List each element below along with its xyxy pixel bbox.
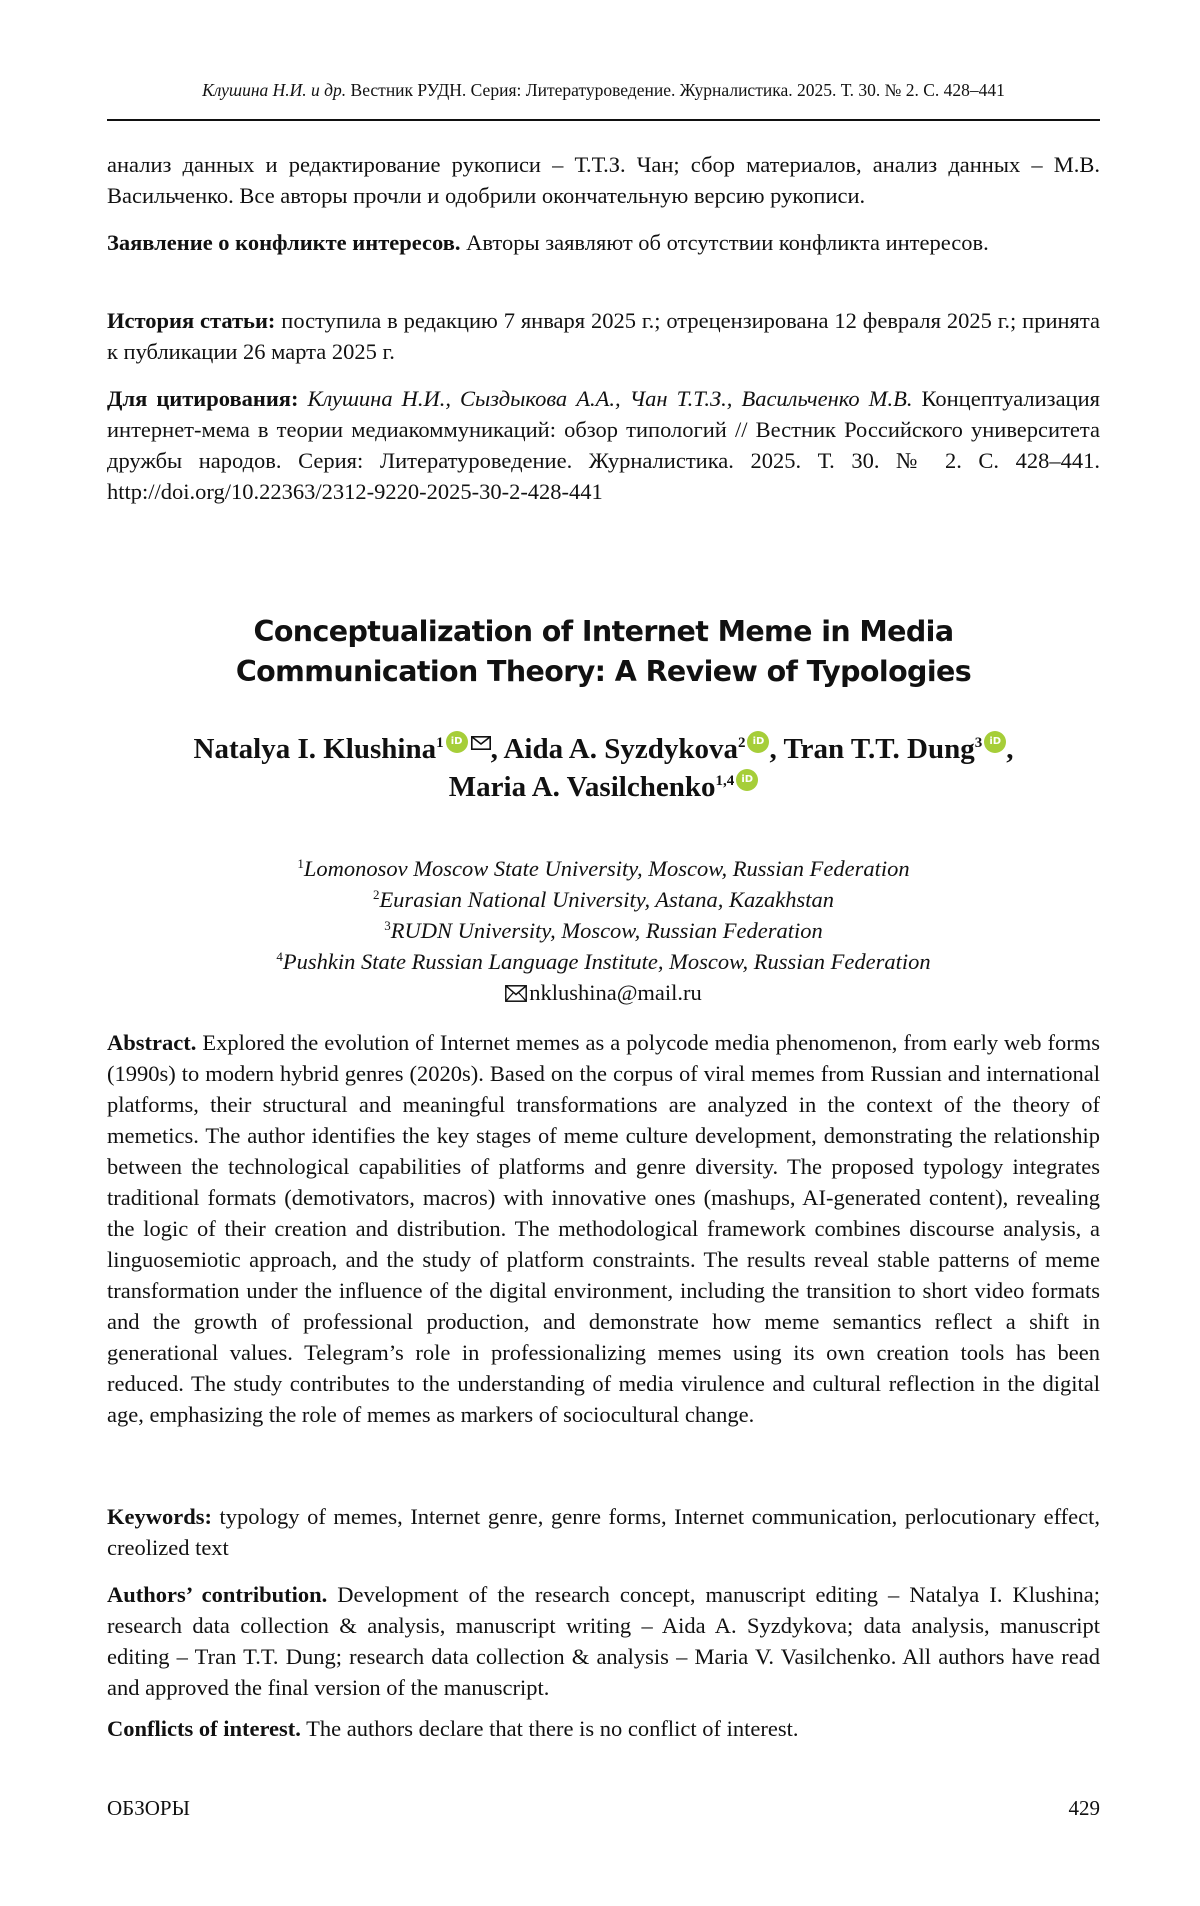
email-line — [107, 977, 1100, 1008]
ru-history-paragraph — [107, 305, 1100, 367]
orcid-icon[interactable] — [736, 769, 758, 791]
envelope-icon — [505, 985, 527, 1002]
authors-contribution-paragraph — [107, 1579, 1100, 1703]
author-affil-sup: 1 — [436, 735, 444, 751]
author-affil-sup: 2 — [737, 735, 746, 751]
affiliation-num: 2 — [372, 887, 380, 902]
conflicts-label: Conflicts of interest. — [107, 1716, 301, 1741]
affiliation-text: Lomonosov Moscow State University, Moscow, Russian Federation — [303, 856, 910, 881]
author-name: Natalya I. Klushina — [193, 733, 437, 765]
envelope-icon[interactable] — [471, 736, 491, 750]
author-affil-sup: 3 — [974, 735, 983, 751]
header-authors: Клушина Н.И. и др. — [202, 80, 347, 100]
title-line-2: Communication Theory: A Review of Typologies — [235, 655, 972, 688]
abstract-text: Explored the evolution of Internet memes as a polycode media phenomenon, from early web forms (1990s) to modern hybrid genres (2020s). Based on the corpus of viral memes from Russian and international platforms, their structural and meaningful transformations are analyzed in the context of the theory of memetics. The author identifies the key stages of meme culture development, demonstrating the relationship between the technological capabilities of platforms and genre diversity. The proposed typology integrates traditional formats (demotivators, macros) with innovative ones (mashups, AI-generated content), revealing the logic of their creation and distribution. The methodological framework combines discourse analysis, a linguosemiotic approach, and the study of platform constraints. The results reveal stable patterns of meme transformation under the influence of the digital environment, including the transition to short video formats and the growth of professional production, and demonstrate how meme semantics reflect a shift in generational values. Telegram’s role in professionalizing memes using its own creation tools has been reduced. The study contributes to the understanding of media virulence and cultural reflection in the digital age, emphasizing the role of memes as markers of sociocultural change. — [107, 1030, 1100, 1427]
author-line-2 — [107, 768, 1100, 806]
author-affil-sup: 1,4 — [715, 773, 735, 789]
affiliation-2 — [107, 884, 1100, 915]
abstract-paragraph — [107, 1027, 1100, 1430]
ru-citation-text: Концептуализация интернет-мема в теории медиакоммуникаций: обзор типологий // Вестник Российского университета дружбы народов. Серия: Литературоведение. Журналистика. 2025. Т. 30. № 2. С. 428–441. http://doi.org/10.22363/2312-9220-2025-30-2-428-441 — [107, 386, 1100, 504]
author-email-link[interactable]: nklushina@mail.ru — [529, 980, 702, 1005]
ru-conflict-label: Заявление о конфликте интересов. — [107, 230, 461, 255]
abstract-label: Abstract. — [107, 1030, 197, 1055]
ru-history-label: История статьи: — [107, 308, 276, 333]
keywords-text: typology of memes, Internet genre, genre forms, Internet communication, perlocutionary effect, creolized text — [107, 1504, 1100, 1560]
header-citation: Вестник РУДН. Серия: Литературоведение. Журналистика. 2025. Т. 30. № 2. С. 428–441 — [346, 80, 1005, 100]
affiliation-3 — [107, 915, 1100, 946]
title-line-1: Conceptualization of Internet Meme in Media — [253, 615, 954, 648]
affiliation-text: Pushkin State Russian Language Institute, Moscow, Russian Federation — [282, 949, 931, 974]
conflicts-paragraph — [107, 1713, 1100, 1744]
header-rule — [107, 119, 1100, 121]
ru-conflict-text: Авторы заявляют об отсутствии конфликта интересов. — [460, 230, 989, 255]
affiliation-text: RUDN University, Moscow, Russian Federation — [390, 918, 823, 943]
ru-citation-label: Для цитирования: — [107, 386, 299, 411]
affiliation-1 — [107, 853, 1100, 884]
affiliation-text: Eurasian National University, Astana, Kazakhstan — [379, 887, 835, 912]
affiliation-num: 3 — [384, 918, 391, 933]
keywords-paragraph — [107, 1501, 1100, 1563]
author-name: Maria A. Vasilchenko — [448, 771, 716, 803]
ru-citation-authors: Клушина Н.И., Сыздыкова А.А., Чан Т.Т.З., Васильченко М.В. — [298, 386, 913, 411]
contribution-text: Development of the research concept, manuscript editing – Natalya I. Klushina; research data collection & analysis, manuscript writing – Aida A. Syzdykova; data analysis, manuscript editing – Tran T.T. Dung; research data collection & analysis – Maria V. Vasilchenko. All authors have read and approved the final version of the manuscript. — [107, 1582, 1100, 1700]
ru-citation-paragraph — [107, 383, 1100, 507]
ru-contribution-paragraph — [107, 149, 1100, 211]
contribution-label: Authors’ contribution. — [107, 1582, 328, 1607]
running-header — [107, 78, 1100, 102]
orcid-icon[interactable] — [984, 731, 1006, 753]
author-name: Tran T.T. Dung — [783, 733, 975, 765]
orcid-icon[interactable] — [747, 731, 769, 753]
conflicts-text: The authors declare that there is no conflict of interest. — [300, 1716, 799, 1741]
affiliation-4 — [107, 946, 1100, 977]
orcid-icon[interactable] — [446, 731, 468, 753]
affiliation-num: 4 — [276, 949, 283, 964]
author-line-1: Natalya I. Klushina$^1$iD , Aida A. Syzdykova$^2$iD , Tran T.T. Dung$^3$iD , — [107, 730, 1100, 768]
footer-section: ОБЗОРЫ — [107, 1796, 190, 1820]
article-title — [107, 612, 1100, 692]
ru-history-text: поступила в редакцию 7 января 2025 г.; отрецензирована 12 февраля 2025 г.; принята к публикации 26 марта 2025 г. — [107, 308, 1100, 364]
page-number: 429 — [1068, 1796, 1100, 1820]
keywords-label: Keywords: — [107, 1504, 212, 1529]
ru-contribution-text: анализ данных и редактирование рукописи – Т.Т.З. Чан; сбор материалов, анализ данных – М.В. Васильченко. Все авторы прочли и одобрили окончательную версию рукописи. — [107, 152, 1100, 208]
affiliation-num: 1 — [297, 856, 304, 871]
author-name: Aida A. Syzdykova — [503, 733, 738, 765]
affiliations — [107, 853, 1100, 1008]
ru-conflict-paragraph — [107, 227, 1100, 258]
author-list — [107, 730, 1100, 806]
